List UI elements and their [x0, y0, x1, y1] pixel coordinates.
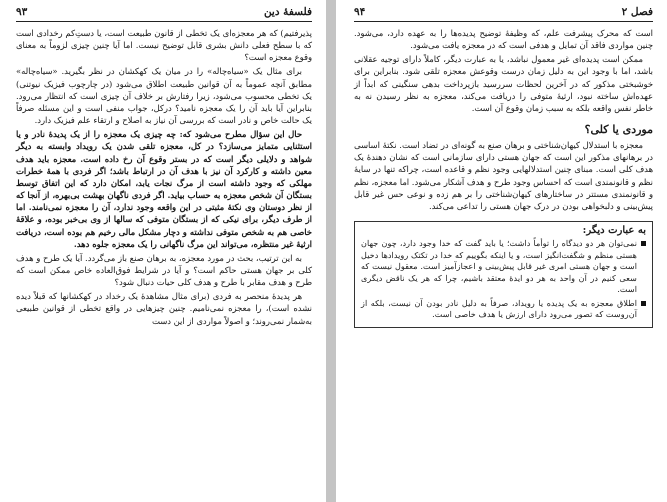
- right-page-header: [354, 6, 653, 22]
- paragraph: است که محرک پیشرفت علم، که وظیفهٔ توضیح پدیده‌ها را به عهده دارد، می‌شود. چنین مواردی فاقد آن تمایل و هدفی است که در معجزه یافت می‌شود.: [354, 28, 653, 51]
- page-number: [16, 6, 27, 18]
- summary-bullet: [361, 298, 646, 321]
- paragraph: هر پدیدهٔ منحصر به فردی (برای مثال مشاهدهٔ یک رخداد در کهکشانها که قبلاً دیده نشده است)، را معجزه نمی‌نامیم. چنین چیزهایی در واقع تخطی از قوانین طبیعی به‌شمار نمی‌روند؛ و اصولاً مواردی از این دست: [16, 291, 312, 326]
- paragraph: برای مثال یک «سیاه‌چاله» را در میان یک کهکشان در نظر بگیرید. «سیاه‌چاله» مطابق آنچه عموماً به آن قوانین طبیعت اطلاق می‌شود (در چارچوب فیزیک نیوتنی) یک تخطی محسوب می‌شود، زیرا رفتارش بر خلاف آن چیزی است که انتظار می‌رود. بنابراین آیا باید آن را یک معجزه نامید؟ درکل، جواب منفی است و این مسئله صرفاً یک حالت خاص و نادر است که بررسی آن نیاز به اصلاح و ارتقاء علم فیزیک دارد.: [16, 66, 312, 126]
- summary-bullet-text: نمی‌توان هر دو دیدگاه را توأماً داشت؛ یا باید گفت که خدا وجود دارد، چون جهان هستی منظم و شگفت‌انگیز است، و یا اینکه بگوییم که خدا در تکتک رویدادها دخیل است و جهان هستی امری غیر قابل پیش‌بینی و اعجازآمیز است. معقول نیست که سعی کنیم در آن واحد به هر دو ایدهٔ معتقد باشیم، چرا که هر یک ناقض دیگری است.: [361, 238, 637, 295]
- chapter-label: فصل ۲: [621, 6, 653, 18]
- paragraph: حال این سؤال مطرح می‌شود که: چه چیزی یک معجزه را از یک پدیدهٔ نادر و یا استثنایی متمایز می‌سازد؟ در کل، معجزه تلقی شدن یک رویداد وابسته به دیگر شواهد و دلایلی دیگر است که در بستر وقوع آن رخ داده است. معجزه باید هدف معین داشته و کارکرد آن نیز با هدف آن در ارتباط باشد؛ اگر فردی با همهٔ خطرات مهلکی که وجود داشته است از مرگ نجات یابد، امکان دارد که این اتفاق توسط بستگان آن شخص معجزه به حساب بیاید. اگر فردی ناگهان بهشت بی‌بهره، از آنجا که از نظر دوستان وی نکتهٔ مثبتی در این واقعه وجود ندارد، آن را معجزه نمی‌نامند. اما از طرف دیگر، برای نیکی که از بستگان متوفی که سالها از وی بی‌خبر بوده، و علاقهٔ خاصی هم به شخص متوفی نداشته و دچار مشکل مالی رخیم هم بوده است، دریافت ارثیهٔ غیر منتظره، می‌تواند این مرگ ناگهانی را یک معجزه جلوه دهد.: [16, 129, 312, 249]
- square-bullet-icon: [641, 241, 646, 246]
- paragraph: معجزه با استدلال کیهان‌شناختی و برهان صنع به گونه‌ای در تضاد است. نکتهٔ اساسی در برهانهای مذکور این است که جهان هستی دارای سازمانی است که نشان دهندهٔ یک هدف کلی است. مبنای چنین استدلالهایی وجود نظم و قاعده است، چراکه تنها در سایهٔ نظم و قانونمندی است که احساس وجود طرح و هدف آشکار می‌شود. اما معجزه، نظم و قانونمندی مستتر در ساختارهای کیهان‌شناختی را بر هم زده و نوعی حس غیر قابل پیش‌بینی و دلبخواهی بودن در درک جهان هستی را تداعی می‌کند.: [354, 140, 653, 211]
- left-page-header: [16, 6, 312, 22]
- summary-bullet-text: اطلاق معجزه به یک پدیده یا رویداد، صرفاً به دلیل نادر بودن آن نیست، بلکه از آن‌روست که تصور می‌رود دارای ارزش یا هدف خاصی است.: [361, 297, 637, 320]
- square-bullet-icon: [641, 301, 646, 306]
- section-heading: موردی یا کلی؟: [584, 123, 653, 137]
- right-page: [336, 0, 667, 502]
- page-number: ۹۴: [354, 6, 366, 18]
- left-page: [0, 0, 326, 502]
- summary-bullet: [361, 238, 646, 296]
- book-gutter: [326, 0, 336, 502]
- page-number-text: ۹۳: [16, 6, 28, 18]
- paragraph: پذیرفتیم) که هر معجزه‌ای یک تخطی از قانون طبیعت است، یا دستِ‌کم رخدادی است که با سطح فعلی دانش بشری قابل توضیح نیست. اما آیا چنین چیزی لزوماً به معنای وقوع معجزه است؟: [16, 28, 312, 63]
- paragraph: به این ترتیب، بحث در مورد معجزه، به برهان صنع باز می‌گردد. آیا یک طرح و هدف کلی بر جهان هستی حاکم است؟ و آیا در شرایط فوق‌العاده خاص ممکن است که طرح و هدف مقابر با طرح و هدف کلی حیات دنبال شود؟: [16, 252, 312, 288]
- summary-box: [354, 221, 653, 328]
- running-title: فلسفهٔ دین: [263, 6, 312, 18]
- summary-box-title: به عبارت دیگر:: [582, 225, 646, 237]
- paragraph: ممکن است پدیده‌ای غیر معمول نباشد، یا به عبارت دیگر، کاملاً دارای توجیه عقلانی باشد، اما با وجود این به دلیل زمان درست وقوعش معجزه تلقی شود. بنابراین برای خوشبختی مذکور که در آخرین لحظات سررسید بازپرداخت بدهی سنگینی که ابداً از عهده‌اش ساخته نبود، ارثیهٔ متوفی را دریافت می‌کند، معجزه به نظر رسیدن نه به خاطر نفس واقعه بلکه به سبب زمان وقوع آن است.: [354, 54, 653, 113]
